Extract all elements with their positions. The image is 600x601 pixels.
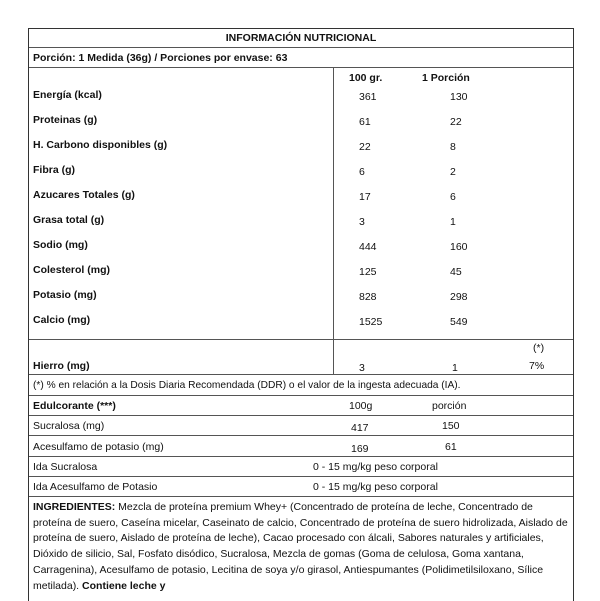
ingredients-label: INGREDIENTES: <box>33 501 116 513</box>
ingredients-block <box>29 497 573 601</box>
nutrient-name: H. Carbono disponibles (g) <box>33 139 168 151</box>
nutrient-name: Azucares Totales (g) <box>33 189 135 201</box>
iron-per-serving: 1 <box>452 362 458 374</box>
nutrient-per100: 444 <box>359 241 377 253</box>
iron-per100: 3 <box>359 362 365 374</box>
nutrient-per100: 6 <box>359 166 365 178</box>
nutrient-name: Proteinas (g) <box>33 114 98 126</box>
sweetener-name: Acesulfamo de potasio (mg) <box>33 441 164 453</box>
nutrient-per-serving: 298 <box>450 291 468 303</box>
serving-info: Porción: 1 Medida (36g) / Porciones por envase: 63 <box>33 52 288 64</box>
ingredients-text <box>33 500 571 594</box>
nutrient-per-serving: 2 <box>450 166 456 178</box>
column-divider <box>333 340 334 374</box>
serving-row <box>29 48 573 68</box>
nutrient-per-serving: 8 <box>450 141 456 153</box>
ida-row <box>29 457 573 477</box>
sweetener-col-serving: porción <box>432 400 467 412</box>
ida-name: Ida Sucralosa <box>33 461 98 473</box>
nutrient-name: Energía (kcal) <box>33 89 102 101</box>
ddr-header: (*) <box>533 342 545 354</box>
column-header-100g: 100 gr. <box>349 72 383 84</box>
ida-value: 0 - 15 mg/kg peso corporal <box>313 481 438 493</box>
sweetener-row <box>29 416 573 436</box>
nutrient-per100: 17 <box>359 191 371 203</box>
iron-ddr: 7% <box>529 360 545 372</box>
nutrients-block <box>29 68 573 340</box>
nutrient-per-serving: 45 <box>450 266 462 278</box>
nutrient-per-serving: 549 <box>450 316 468 328</box>
ida-name: Ida Acesulfamo de Potasio <box>33 481 158 493</box>
column-divider <box>333 68 334 339</box>
iron-name: Hierro (mg) <box>33 360 90 372</box>
sweetener-per100: 169 <box>351 443 369 455</box>
ingredients-allergen: Contiene leche y <box>82 579 166 592</box>
nutrient-per-serving: 1 <box>450 216 456 228</box>
sweetener-name: Sucralosa (mg) <box>33 420 105 432</box>
nutrient-per-serving: 6 <box>450 191 456 203</box>
nutrient-per-serving: 130 <box>450 91 468 103</box>
nutrient-name: Calcio (mg) <box>33 314 91 326</box>
sweetener-header-row <box>29 396 573 416</box>
nutrient-name: Sodio (mg) <box>33 239 88 251</box>
nutrient-name: Colesterol (mg) <box>33 264 111 276</box>
nutrient-per100: 361 <box>359 91 377 103</box>
sweetener-per100: 417 <box>351 422 369 434</box>
nutrient-per100: 61 <box>359 116 371 128</box>
footnote-row <box>29 375 573 396</box>
nutrient-name: Potasio (mg) <box>33 289 97 301</box>
sweetener-per-serving: 61 <box>445 441 457 453</box>
nutrient-per-serving: 22 <box>450 116 462 128</box>
nutrient-per100: 1525 <box>359 316 383 328</box>
sweetener-per-serving: 150 <box>442 420 460 432</box>
nutrition-label <box>28 28 574 601</box>
column-header-serving: 1 Porción <box>422 72 470 84</box>
sweetener-col-100g: 100g <box>349 400 373 412</box>
nutrient-per100: 125 <box>359 266 377 278</box>
nutrient-per-serving: 160 <box>450 241 468 253</box>
iron-row <box>29 340 573 375</box>
ingredients-list: Mezcla de proteína premium Whey+ (Concentrado de proteína de leche, Concentrado de proteína de suero, Caseína micelar, Caseinato de calcio, Concentrado de proteína de suero hidrolizada, Aislado de proteína de suero, Aislado de proteína de leche), Cacao procesado con álcali, Sabores naturales y artificiales, Dióxido de silicio, Sal, Fosfato disódico, Sucralosa, Mezcla de gomas (Goma de celulosa, Goma xantana, Carragenina), Acesulfamo de potasio, Lecitina de soya y/o girasol, Antiespumantes (Polidimetilsiloxano, Sílice metilada). <box>33 501 568 592</box>
nutrient-name: Grasa total (g) <box>33 214 105 226</box>
ida-row <box>29 477 573 497</box>
ida-value: 0 - 15 mg/kg peso corporal <box>313 461 438 473</box>
sweetener-row <box>29 436 573 457</box>
nutrient-per100: 3 <box>359 216 365 228</box>
title-row <box>29 29 573 48</box>
nutrient-per100: 828 <box>359 291 377 303</box>
nutrient-name: Fibra (g) <box>33 164 75 176</box>
sweetener-header: Edulcorante (***) <box>33 400 116 412</box>
ddr-footnote: (*) % en relación a la Dosis Diaria Recomendada (DDR) o el valor de la ingesta adecuada (IA). <box>33 380 461 391</box>
nutrient-per100: 22 <box>359 141 371 153</box>
label-title: INFORMACIÓN NUTRICIONAL <box>225 32 377 44</box>
